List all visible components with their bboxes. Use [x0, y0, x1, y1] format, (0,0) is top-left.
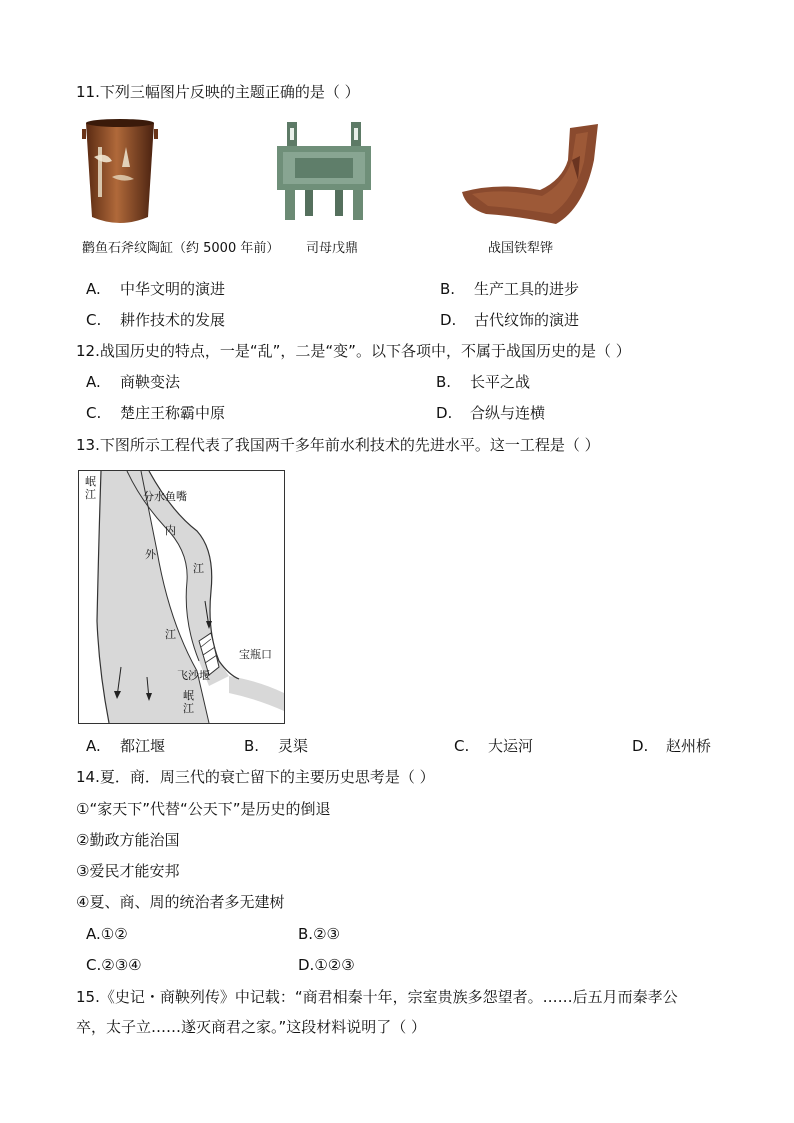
- option-text: 长平之战: [470, 373, 531, 391]
- q11-option-c[interactable]: [86, 310, 225, 330]
- option-key: C.: [454, 737, 470, 755]
- q12-stem: 12.战国历史的特点，一是“乱”，二是“变”。以下各项中，不属于战国历史的是（ ）: [76, 342, 631, 360]
- option-text: 生产工具的进步: [474, 280, 580, 298]
- map-label-min-bottom: 岷江: [183, 689, 194, 715]
- q13-option-c[interactable]: [454, 736, 533, 756]
- option-text: 赵州桥: [666, 737, 712, 755]
- pottery-jar-image: [82, 117, 158, 230]
- option-text: ②③④: [101, 956, 142, 974]
- q11-caption-1: 鹳鱼石斧纹陶缸（约 5000 年前）: [82, 241, 280, 256]
- option-key: D.: [440, 311, 457, 329]
- q11-stem: 11.下列三幅图片反映的主题正确的是（ ）: [76, 83, 360, 101]
- option-key: A.: [86, 737, 101, 755]
- q14-option-c[interactable]: [86, 955, 142, 975]
- option-key: C.: [86, 404, 102, 422]
- q15-line-2: 卒，太子立……遂灭商君之家。”这段材料说明了（ ）: [76, 1018, 427, 1036]
- option-key: B.: [436, 373, 452, 391]
- q14-item-3: ③爱民才能安邦: [76, 862, 180, 880]
- option-text: ②③: [313, 925, 340, 943]
- q14-option-b[interactable]: [298, 924, 340, 944]
- q14-stem: 14.夏．商．周三代的衰亡留下的主要历史思考是（ ）: [76, 768, 435, 786]
- option-key: D.: [632, 737, 649, 755]
- q11-option-b[interactable]: [440, 279, 579, 299]
- option-key: A.: [86, 373, 101, 391]
- q13-option-b[interactable]: [244, 736, 308, 756]
- option-key: A.: [86, 925, 101, 943]
- q11-option-a[interactable]: [86, 279, 225, 299]
- q12-option-d[interactable]: [436, 403, 545, 423]
- iron-plowshare-image: [458, 120, 608, 232]
- q13-stem: 13.下图所示工程代表了我国两千多年前水利技术的先进水平。这一工程是（ ）: [76, 436, 600, 454]
- option-text: 中华文明的演进: [120, 280, 226, 298]
- option-text: ①②③: [314, 956, 355, 974]
- map-label-baoping: 宝瓶口: [239, 648, 272, 661]
- option-text: 耕作技术的发展: [120, 311, 226, 329]
- option-key: A.: [86, 280, 101, 298]
- option-key: B.: [440, 280, 456, 298]
- option-key: B.: [298, 925, 314, 943]
- map-label-inner: 内: [165, 524, 176, 537]
- option-text: 灵渠: [278, 737, 309, 755]
- map-label-feisha: 飞沙堰: [177, 669, 210, 682]
- q12-option-b[interactable]: [436, 372, 530, 392]
- q11-option-d[interactable]: [440, 310, 579, 330]
- q11-caption-3: 战国铁犁铧: [488, 241, 554, 256]
- option-key: D.: [298, 956, 315, 974]
- option-text: ①②: [100, 925, 128, 943]
- bronze-ding-image: [265, 118, 383, 230]
- option-key: C.: [86, 311, 102, 329]
- q13-option-a[interactable]: [86, 736, 165, 756]
- option-text: 合纵与连横: [470, 404, 546, 422]
- map-label-outer-2: 江: [165, 628, 176, 641]
- option-text: 大运河: [488, 737, 534, 755]
- q12-option-c[interactable]: [86, 403, 225, 423]
- option-text: 楚庄王称霸中原: [120, 404, 226, 422]
- map-label-fish-mouth: 分水鱼嘴: [143, 490, 187, 503]
- option-text: 商鞅变法: [120, 373, 181, 391]
- q14-item-2: ②勤政方能治国: [76, 831, 180, 849]
- q15-line-1: 15.《史记・商鞅列传》中记载：“商君相秦十年，宗室贵族多怨望者。……后五月而秦孝公: [76, 988, 678, 1006]
- option-key: C.: [86, 956, 102, 974]
- q14-option-d[interactable]: [298, 955, 355, 975]
- map-label-outer: 外: [145, 548, 156, 561]
- map-label-min-top: 岷江: [85, 475, 96, 501]
- q12-option-a[interactable]: [86, 372, 180, 392]
- map-label-inner-2: 江: [193, 562, 204, 575]
- option-key: B.: [244, 737, 260, 755]
- q14-option-a[interactable]: [86, 924, 128, 944]
- option-key: D.: [436, 404, 453, 422]
- q14-item-4: ④夏、商、周的统治者多无建树: [76, 893, 285, 911]
- dujiangyan-map: [78, 470, 285, 724]
- q13-option-d[interactable]: [632, 736, 711, 756]
- q11-caption-2: 司母戊鼎: [306, 241, 359, 256]
- option-text: 古代纹饰的演进: [474, 311, 580, 329]
- option-text: 都江堰: [120, 737, 166, 755]
- q14-item-1: ①“家天下”代替“公天下”是历史的倒退: [76, 800, 331, 818]
